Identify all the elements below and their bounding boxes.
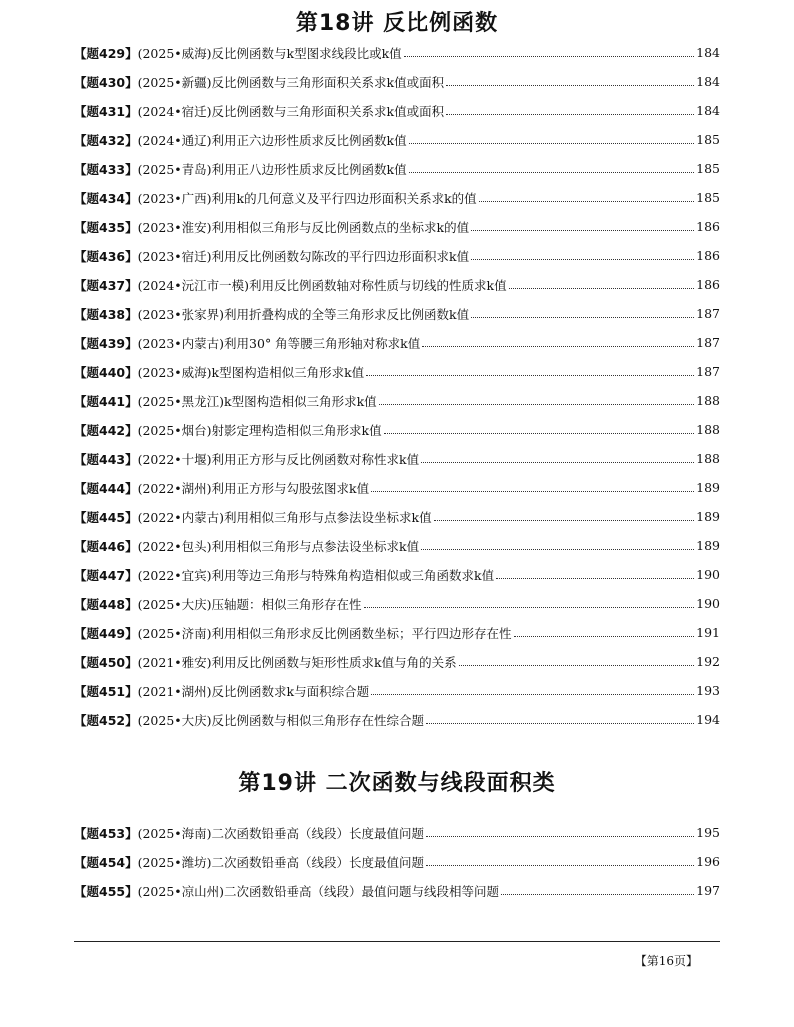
toc-entry[interactable] <box>74 847 720 876</box>
toc-entry-label: 【题450】 <box>74 654 138 670</box>
toc-entry-label: 【题453】 <box>74 825 138 841</box>
toc-dot-leader <box>426 851 694 866</box>
toc-entry-page: 184 <box>696 74 720 89</box>
toc-entry[interactable] <box>74 386 720 415</box>
toc-dot-leader <box>501 880 694 895</box>
section-title-lecture-19: 第19讲 二次函数与线段面积类 <box>238 771 556 796</box>
toc-entry-title: (2021•湖州)反比例函数求k与面积综合题 <box>137 683 370 699</box>
toc-entry-page: 187 <box>696 306 720 321</box>
toc-entry-label: 【题435】 <box>74 219 138 235</box>
toc-entry[interactable] <box>74 473 720 502</box>
toc-entry-page: 189 <box>696 509 720 524</box>
toc-dot-leader <box>496 564 694 579</box>
toc-entry-label: 【题432】 <box>74 132 138 148</box>
toc-dot-leader <box>426 709 694 724</box>
toc-dot-leader <box>426 822 694 837</box>
toc-dot-leader <box>379 390 694 405</box>
toc-entry-page: 194 <box>696 712 720 727</box>
toc-entry-label: 【题455】 <box>74 883 138 899</box>
toc-entry[interactable] <box>74 125 720 154</box>
toc-entry-label: 【题448】 <box>74 596 138 612</box>
toc-dot-leader <box>371 680 694 695</box>
toc-entry-title: (2025•威海)反比例函数与k型图求线段比或k值 <box>137 45 402 61</box>
toc-dot-leader <box>446 100 694 115</box>
toc-entry[interactable] <box>74 876 720 905</box>
toc-entry[interactable] <box>74 618 720 647</box>
toc-entry[interactable] <box>74 154 720 183</box>
toc-entry-title: (2025•青岛)利用正八边形性质求反比例函数k值 <box>137 161 407 177</box>
toc-entry-title: (2024•宿迁)反比例函数与三角形面积关系求k值或面积 <box>137 103 445 119</box>
toc-entry-title: (2025•大庆)压轴题：相似三角形存在性 <box>137 596 362 612</box>
toc-entry-label: 【题430】 <box>74 74 138 90</box>
toc-entry-page: 187 <box>696 364 720 379</box>
toc-dot-leader <box>409 158 694 173</box>
toc-entry-label: 【题451】 <box>74 683 138 699</box>
toc-entry-page: 186 <box>696 219 720 234</box>
footer-divider <box>74 941 720 942</box>
toc-dot-leader <box>471 303 694 318</box>
toc-entry-label: 【题431】 <box>74 103 138 119</box>
toc-dot-leader <box>384 419 694 434</box>
toc-entry-title: (2025•黑龙江)k型图构造相似三角形求k值 <box>137 393 377 409</box>
toc-entry-page: 188 <box>696 393 720 408</box>
toc-entry-page: 188 <box>696 451 720 466</box>
toc-entry-page: 192 <box>696 654 720 669</box>
toc-entry-page: 186 <box>696 277 720 292</box>
toc-dot-leader <box>459 651 694 666</box>
toc-entry-title: (2022•宜宾)利用等边三角形与特殊角构造相似或三角函数求k值 <box>137 567 495 583</box>
toc-entry-page: 196 <box>696 854 720 869</box>
toc-entry-title: (2025•凉山州)二次函数铅垂高（线段）最值问题与线段相等问题 <box>137 883 500 899</box>
toc-entry-page: 189 <box>696 480 720 495</box>
toc-entry-label: 【题449】 <box>74 625 138 641</box>
toc-entry[interactable] <box>74 241 720 270</box>
toc-entry-label: 【题439】 <box>74 335 138 351</box>
toc-entry[interactable] <box>74 183 720 212</box>
toc-list-lecture-18 <box>74 38 720 734</box>
toc-dot-leader <box>421 535 694 550</box>
toc-dot-leader <box>471 245 694 260</box>
toc-dot-leader <box>364 593 694 608</box>
toc-entry[interactable] <box>74 328 720 357</box>
toc-dot-leader <box>479 187 694 202</box>
toc-entry-title: (2021•雅安)利用反比例函数与矩形性质求k值与角的关系 <box>137 654 457 670</box>
toc-entry[interactable] <box>74 676 720 705</box>
toc-entry[interactable] <box>74 299 720 328</box>
toc-entry-label: 【题437】 <box>74 277 138 293</box>
toc-entry-title: (2024•通辽)利用正六边形性质求反比例函数k值 <box>137 132 407 148</box>
toc-entry[interactable] <box>74 502 720 531</box>
toc-dot-leader <box>471 216 694 231</box>
toc-entry-page: 184 <box>696 103 720 118</box>
toc-entry-label: 【题443】 <box>74 451 138 467</box>
toc-entry-title: (2025•济南)利用相似三角形求反比例函数坐标；平行四边形存在性 <box>137 625 512 641</box>
toc-entry-title: (2023•内蒙古)利用30° 角等腰三角形轴对称求k值 <box>137 335 421 351</box>
toc-entry[interactable] <box>74 560 720 589</box>
toc-dot-leader <box>434 506 694 521</box>
toc-entry-page: 195 <box>696 825 720 840</box>
toc-entry[interactable] <box>74 270 720 299</box>
toc-entry-label: 【题446】 <box>74 538 138 554</box>
toc-entry-label: 【题441】 <box>74 393 138 409</box>
toc-entry-page: 188 <box>696 422 720 437</box>
toc-dot-leader <box>422 332 694 347</box>
toc-entry-label: 【题442】 <box>74 422 138 438</box>
toc-dot-leader <box>514 622 694 637</box>
toc-dot-leader <box>366 361 694 376</box>
toc-dot-leader <box>421 448 694 463</box>
toc-entry-title: (2023•张家界)利用折叠构成的全等三角形求反比例函数k值 <box>137 306 470 322</box>
toc-entry-label: 【题445】 <box>74 509 138 525</box>
toc-entry-page: 189 <box>696 538 720 553</box>
toc-dot-leader <box>509 274 694 289</box>
toc-entry-label: 【题433】 <box>74 161 138 177</box>
toc-entry-title: (2025•潍坊)二次函数铅垂高（线段）长度最值问题 <box>137 854 425 870</box>
toc-entry-page: 185 <box>696 190 720 205</box>
toc-entry-label: 【题452】 <box>74 712 138 728</box>
toc-list-lecture-19 <box>74 818 720 905</box>
toc-entry-label: 【题438】 <box>74 306 138 322</box>
toc-entry-title: (2023•宿迁)利用反比例函数勾陈改的平行四边形面积求k值 <box>137 248 470 264</box>
toc-entry-title: (2024•沅江市一模)利用反比例函数轴对称性质与切线的性质求k值 <box>137 277 507 293</box>
toc-entry[interactable] <box>74 705 720 734</box>
toc-entry-label: 【题436】 <box>74 248 138 264</box>
toc-entry-label: 【题440】 <box>74 364 138 380</box>
toc-entry[interactable] <box>74 818 720 847</box>
toc-entry-title: (2023•淮安)利用相似三角形与反比例函数点的坐标求k的值 <box>137 219 470 235</box>
toc-entry[interactable] <box>74 357 720 386</box>
toc-entry-page: 197 <box>696 883 720 898</box>
toc-entry-page: 186 <box>696 248 720 263</box>
toc-dot-leader <box>371 477 694 492</box>
toc-entry-page: 190 <box>696 596 720 611</box>
toc-entry[interactable] <box>74 415 720 444</box>
toc-entry-title: (2025•海南)二次函数铅垂高（线段）长度最值问题 <box>137 825 425 841</box>
toc-entry-page: 184 <box>696 45 720 60</box>
toc-entry-title: (2025•新疆)反比例函数与三角形面积关系求k值或面积 <box>137 74 445 90</box>
toc-entry-page: 191 <box>696 625 720 640</box>
toc-dot-leader <box>404 42 694 57</box>
toc-entry-page: 185 <box>696 161 720 176</box>
toc-entry-title: (2022•包头)利用相似三角形与点参法设坐标求k值 <box>137 538 420 554</box>
toc-entry[interactable] <box>74 212 720 241</box>
toc-dot-leader <box>409 129 694 144</box>
toc-entry-title: (2023•威海)k型图构造相似三角形求k值 <box>137 364 365 380</box>
toc-entry[interactable] <box>74 444 720 473</box>
toc-entry-page: 193 <box>696 683 720 698</box>
toc-entry-title: (2025•大庆)反比例函数与相似三角形存在性综合题 <box>137 712 425 728</box>
toc-entry[interactable] <box>74 38 720 67</box>
toc-entry-page: 185 <box>696 132 720 147</box>
toc-dot-leader <box>446 71 694 86</box>
toc-entry[interactable] <box>74 67 720 96</box>
toc-entry-label: 【题429】 <box>74 45 138 61</box>
toc-entry-label: 【题444】 <box>74 480 138 496</box>
toc-entry-title: (2022•内蒙古)利用相似三角形与点参法设坐标求k值 <box>137 509 432 525</box>
toc-entry[interactable] <box>74 531 720 560</box>
toc-entry-label: 【题434】 <box>74 190 138 206</box>
toc-entry[interactable] <box>74 589 720 618</box>
toc-entry-label: 【题454】 <box>74 854 138 870</box>
toc-entry-title: (2022•十堰)利用正方形与反比例函数对称性求k值 <box>137 451 420 467</box>
toc-entry-title: (2022•湖州)利用正方形与勾股弦图求k值 <box>137 480 370 496</box>
section-title-lecture-18: 第18讲 反比例函数 <box>295 11 499 36</box>
toc-entry-title: (2025•烟台)射影定理构造相似三角形求k值 <box>137 422 382 438</box>
footer-page-number: 【第16页】 <box>634 954 698 968</box>
toc-entry-title: (2023•广西)利用k的几何意义及平行四边形面积关系求k的值 <box>137 190 477 206</box>
toc-entry-page: 187 <box>696 335 720 350</box>
toc-entry-label: 【题447】 <box>74 567 138 583</box>
toc-entry[interactable] <box>74 647 720 676</box>
toc-entry-page: 190 <box>696 567 720 582</box>
toc-entry[interactable] <box>74 96 720 125</box>
